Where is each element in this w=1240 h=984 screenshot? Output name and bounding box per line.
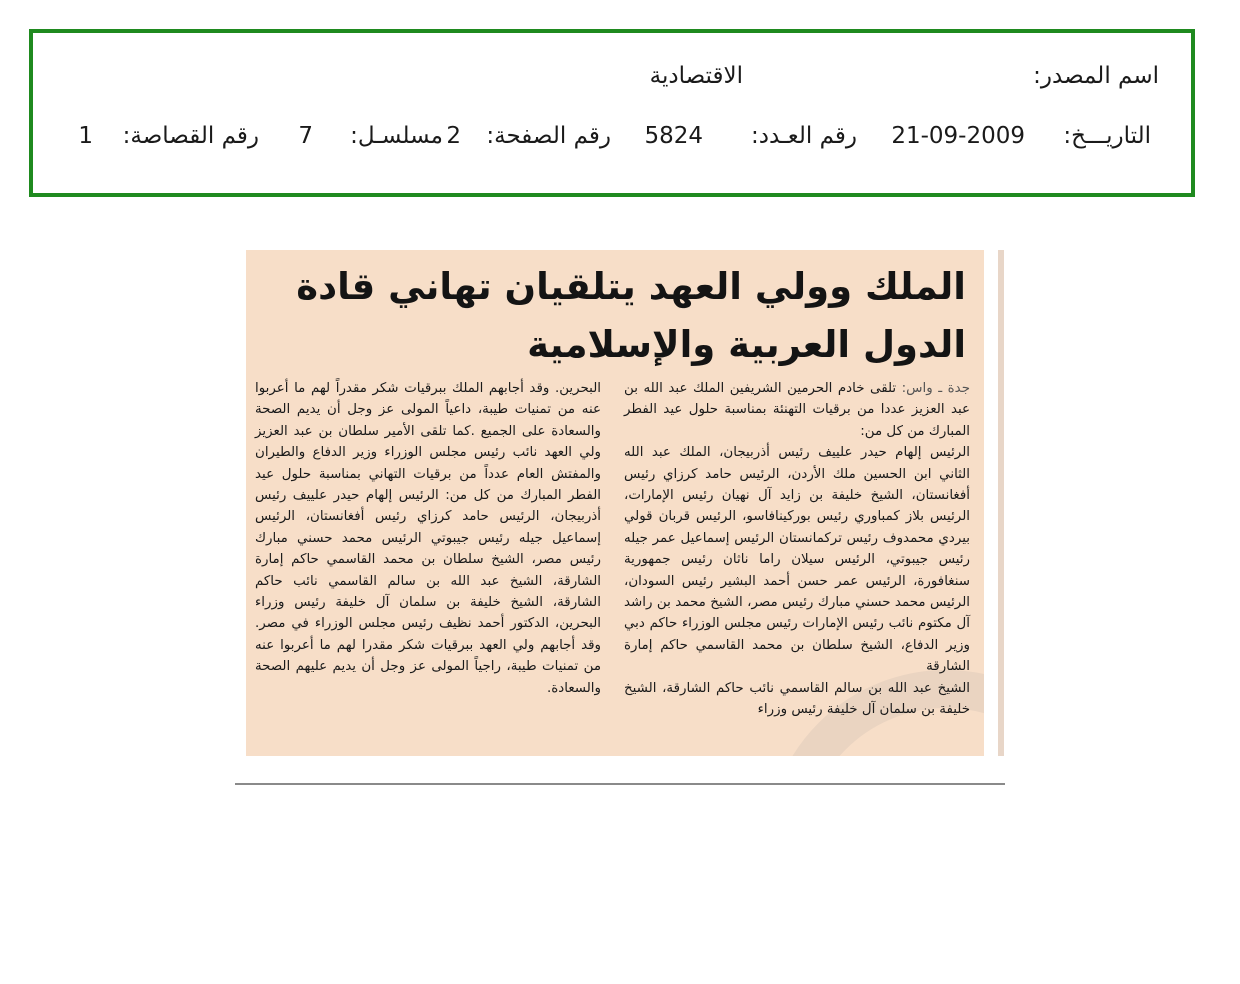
metadata-box — [29, 29, 1195, 197]
issue-value: 5824 — [644, 123, 703, 149]
clipping-edge-divider — [998, 250, 1004, 756]
article-paragraph — [624, 378, 970, 442]
article-paragraph: الرئيس إلهام حيدر علييف رئيس أذربيجان، الملك عبد الله الثاني ابن الحسين ملك الأردن، الرئيس حامد كرزاي رئيس أفغانستان، الشيخ خليفة بن زايد آل نهيان رئيس الإمارات، الرئيس بلاز كمباوري رئيس بوركينافاسو، الرئيس قربان قولي بيردي محمدوف رئيس تركمانستان الرئيس إسماعيل عمر جيله رئيس جيبوتي، الرئيس سيلان راما ناثان رئيس جمهورية سنغافورة، الرئيس عمر حسن أحمد البشير رئيس السودان، الرئيس محمد حسني مبارك رئيس مصر، الشيخ محمد بن راشد آل مكتوم نائب رئيس الإمارات رئيس مجلس الوزراء حاكم دبي وزير الدفاع، الشيخ سلطان بن محمد القاسمي حاكم إمارة الشارقة — [624, 445, 970, 675]
newspaper-clipping — [246, 250, 984, 756]
article-dateline: جدة ـ واس: — [901, 381, 970, 396]
article-paragraph-text: تلقى خادم الحرمين الشريفين الملك عبد الله بن عبد العزيز عددا من برقيات التهنئة بمناسبة حلول عيد الفطر المبارك من كل من: — [624, 381, 970, 439]
date-label: التاريـــخ: — [1063, 123, 1151, 149]
article-paragraph: البحرين. وقد أجابهم الملك ببرقيات شكر مقدراً لهم ما أعربوا عنه من تمنيات طيبة، داعياً المولى عز وجل أن يديم الصحة والسعادة على الجميع .كما تلقى الأمير سلطان بن عبد العزيز ولي العهد نائب رئيس مجلس الوزراء وزير الدفاع والطيران والمفتش العام عدداً من برقيات التهاني بمناسبة حلول عيد الفطر المبارك من كل من: الرئيس إلهام حيدر علييف رئيس أذربيجان، الرئيس حامد كرزاي رئيس أفغانستان، الرئيس إسماعيل جيله رئيس جيبوتي الرئيس محمد حسني مبارك رئيس مصر، الشيخ سلطان بن محمد القاسمي حاكم إمارة الشارقة، الشيخ عبد الله بن سالم القاسمي نائب حاكم الشارقة، الشيخ خليفة بن سلمان آل خليفة رئيس وزراء البحرين، الدكتور أحمد نظيف رئيس مجلس الوزراء في مصر. وقد أجابهم ولي العهد ببرقيات شكر مقدرا لهم ما أعربوا عنه من تمنيات طيبة، راجياً المولى عز وجل أن يديم عليهم الصحة والسعادة. — [255, 381, 601, 696]
article-column-1 — [624, 378, 970, 721]
page-value: 2 — [446, 123, 461, 149]
serial-label: مسلسـل: — [350, 123, 443, 149]
source-label: اسم المصدر: — [1033, 63, 1159, 89]
article-column-2 — [255, 378, 601, 699]
source-value: الاقتصادية — [649, 63, 743, 89]
page-label: رقم الصفحة: — [486, 123, 611, 149]
article-headline: الملك وولي العهد يتلقيان تهاني قادة الدول العربية والإسلامية — [296, 265, 966, 366]
bottom-divider — [235, 783, 1005, 785]
serial-value: 7 — [298, 123, 313, 149]
clip-value: 1 — [78, 123, 93, 149]
issue-label: رقم العـدد: — [750, 123, 857, 149]
article-paragraph: الشيخ عبد الله بن سالم القاسمي نائب حاكم الشارقة، الشيخ خليفة بن سلمان آل خليفة رئيس وزراء — [624, 680, 970, 718]
date-value: 21-09-2009 — [891, 123, 1025, 149]
clip-label: رقم القصاصة: — [122, 123, 259, 149]
